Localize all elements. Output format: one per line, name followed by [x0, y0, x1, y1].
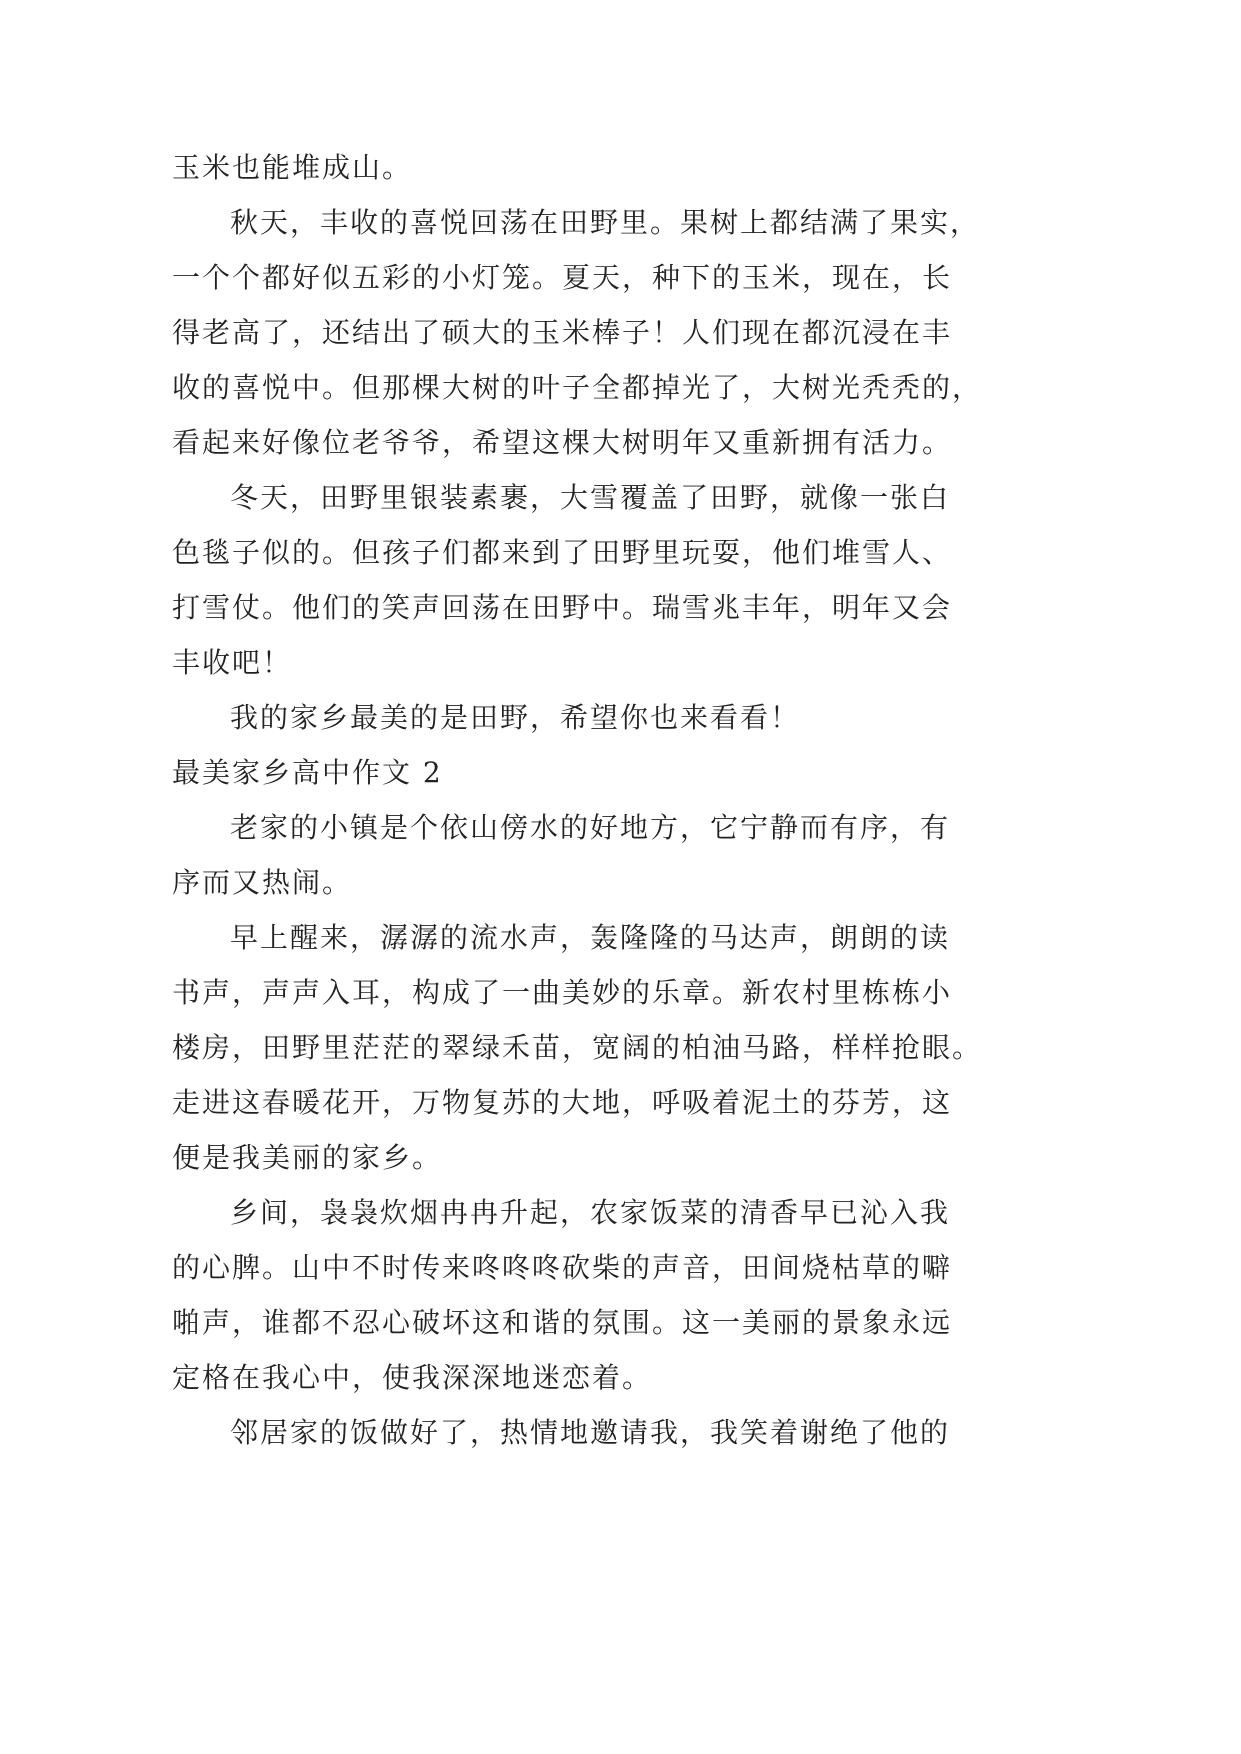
text-line: 乡间，袅袅炊烟冉冉升起，农家饭菜的清香早已沁入我 [230, 1196, 951, 1229]
section-heading: 最美家乡高中作文 2 [172, 756, 443, 789]
text-line: 一个个都好似五彩的小灯笼。夏天，种下的玉米，现在，长 [172, 261, 953, 294]
text-line: 楼房，田野里茫茫的翠绿禾苗，宽阔的柏油马路，样样抢眼。 [172, 1031, 983, 1064]
text-line: 玉米也能堆成山。 [172, 151, 413, 184]
text-line: 序而又热闹。 [172, 866, 353, 899]
text-line: 秋天，丰收的喜悦回荡在田野里。果树上都结满了果实， [230, 206, 981, 239]
text-line: 的心脾。山中不时传来咚咚咚砍柴的声音，田间烧枯草的噼 [172, 1251, 953, 1284]
text-line: 书声，声声入耳，构成了一曲美妙的乐章。新农村里栋栋小 [172, 976, 953, 1009]
text-line: 看起来好像位老爷爷，希望这棵大树明年又重新拥有活力。 [172, 426, 953, 459]
text-line: 早上醒来，潺潺的流水声，轰隆隆的马达声，朗朗的读 [230, 921, 951, 954]
text-line: 便是我美丽的家乡。 [172, 1141, 443, 1174]
text-line: 收的喜悦中。但那棵大树的叶子全都掉光了，大树光秃秃的， [172, 371, 983, 404]
text-line: 得老高了，还结出了硕大的玉米棒子！人们现在都沉浸在丰 [172, 316, 953, 349]
text-line: 冬天，田野里银装素裹，大雪覆盖了田野，就像一张白 [230, 481, 951, 514]
text-line: 色毯子似的。但孩子们都来到了田野里玩耍，他们堆雪人、 [172, 536, 953, 569]
text-line: 定格在我心中，使我深深地迷恋着。 [172, 1361, 653, 1394]
text-line: 啪声，谁都不忍心破坏这和谐的氛围。这一美丽的景象永远 [172, 1306, 953, 1339]
text-line: 打雪仗。他们的笑声回荡在田野中。瑞雪兆丰年，明年又会 [172, 591, 953, 624]
text-line: 邻居家的饭做好了，热情地邀请我，我笑着谢绝了他的 [230, 1416, 951, 1449]
text-line: 走进这春暖花开，万物复苏的大地，呼吸着泥土的芬芳，这 [172, 1086, 953, 1119]
text-line: 我的家乡最美的是田野，希望你也来看看！ [230, 701, 801, 734]
text-line: 老家的小镇是个依山傍水的好地方，它宁静而有序，有 [230, 811, 951, 844]
text-line: 丰收吧！ [172, 646, 293, 679]
